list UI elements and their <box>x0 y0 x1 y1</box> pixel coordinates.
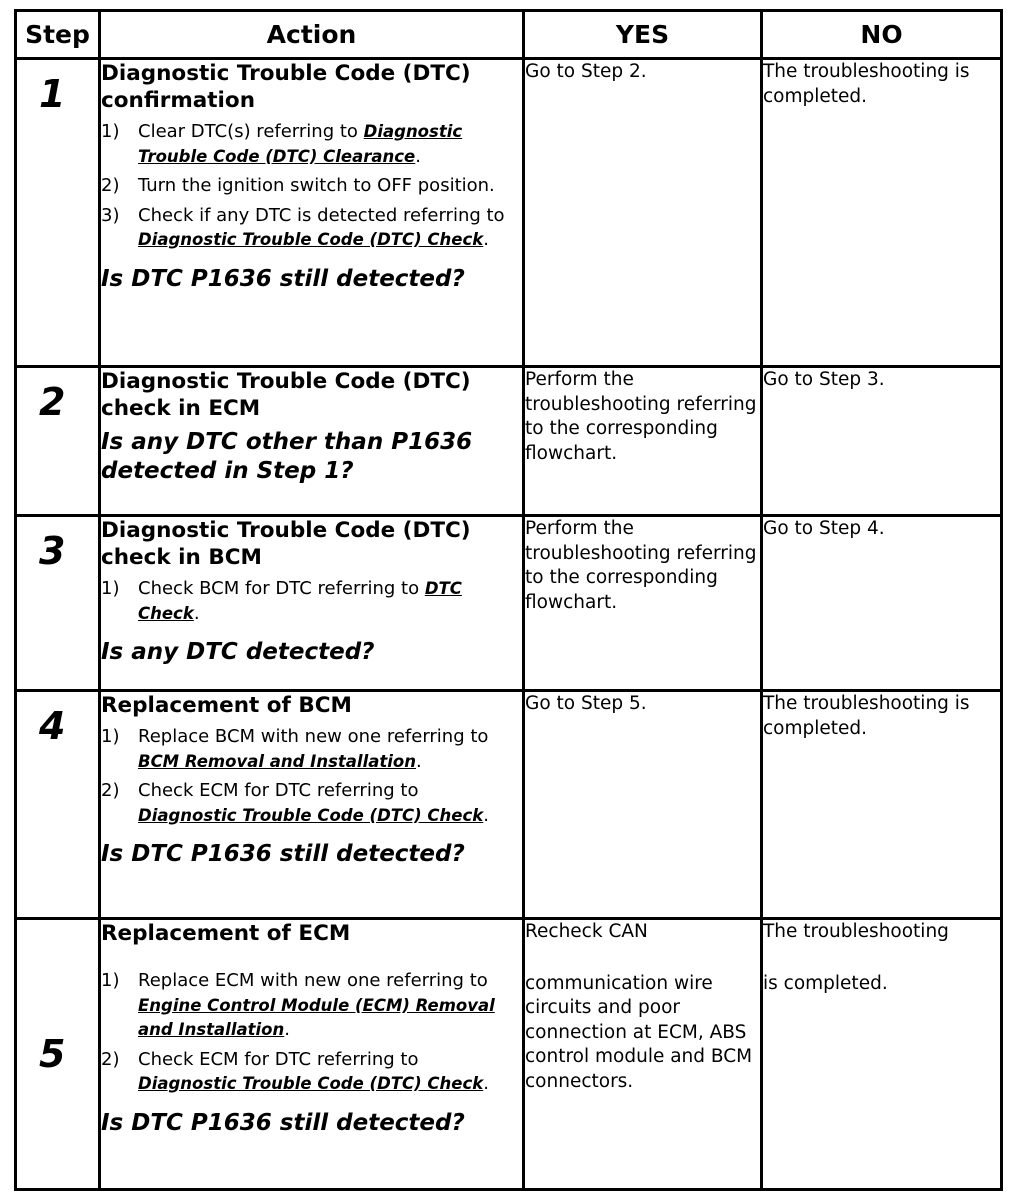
step-number: 4 <box>39 704 66 748</box>
no-cell <box>762 919 1002 1190</box>
no-cell: The troubleshooting is completed. <box>762 59 1002 367</box>
action-question: Is DTC P1636 still detected? <box>101 1109 465 1136</box>
action-item: 1) Check BCM for DTC referring to DTC Check. <box>101 578 462 624</box>
action-title: Diagnostic Trouble Code (DTC) confirmation <box>101 61 471 113</box>
no-cell: Go to Step 4. <box>762 516 1002 691</box>
action-title: Diagnostic Trouble Code (DTC) check in BCM <box>101 518 471 570</box>
link-dtc-check[interactable]: Diagnostic Trouble Code (DTC) Check <box>138 1074 484 1093</box>
action-question: Is DTC P1636 still detected? <box>101 841 465 867</box>
yes-cell: Perform the troubleshooting referring to the corresponding flowchart. <box>524 367 762 516</box>
action-item: 1) Clear DTC(s) referring to Diagnostic Trouble Code (DTC) Clearance. <box>101 121 463 167</box>
table-row <box>16 516 1002 691</box>
table-row <box>16 691 1002 919</box>
action-title: Diagnostic Trouble Code (DTC) check in ECM <box>101 369 471 421</box>
action-title: Replacement of BCM <box>101 693 352 718</box>
action-question: Is DTC P1636 still detected? <box>101 265 465 292</box>
action-item: 2) Check ECM for DTC referring to Diagnostic Trouble Code (DTC) Check. <box>101 1048 489 1094</box>
header-action: Action <box>100 11 524 59</box>
link-dtc-check[interactable]: Diagnostic Trouble Code (DTC) Check <box>138 805 484 825</box>
yes-text-first: Recheck CAN <box>525 921 648 942</box>
header-step: Step <box>16 11 100 59</box>
yes-cell: Go to Step 2. <box>524 59 762 367</box>
action-question: Is any DTC other than P1636 detected in Step 1? <box>101 429 473 484</box>
yes-cell <box>524 919 762 1190</box>
table-row <box>16 919 1002 1190</box>
action-item: 3) Check if any DTC is detected referring to Diagnostic Trouble Code (DTC) Check. <box>101 204 505 250</box>
link-bcm-removal[interactable]: BCM Removal and Installation <box>138 751 416 771</box>
step-number: 5 <box>39 1032 66 1076</box>
no-cell: Go to Step 3. <box>762 367 1002 516</box>
action-question: Is any DTC detected? <box>101 639 375 665</box>
no-text: is completed. <box>763 972 888 994</box>
header-yes: YES <box>524 11 762 59</box>
link-dtc-check[interactable]: Diagnostic Trouble Code (DTC) Check <box>138 230 484 249</box>
yes-cell: Go to Step 5. <box>524 691 762 919</box>
action-item: 1) Replace BCM with new one referring to BCM Removal and Installation. <box>101 726 489 772</box>
action-item: 2) Turn the ignition switch to OFF position. <box>101 175 495 196</box>
header-no: NO <box>762 11 1002 59</box>
yes-cell: Perform the troubleshooting referring to the corresponding flowchart. <box>524 516 762 691</box>
action-item: 2) Check ECM for DTC referring to Diagnostic Trouble Code (DTC) Check. <box>101 780 489 826</box>
step-number: 1 <box>39 72 66 116</box>
header-row <box>16 11 1002 59</box>
step-number: 3 <box>39 529 66 573</box>
link-dtc-check-bcm[interactable]: DTC Check <box>138 579 462 623</box>
link-ecm-removal[interactable]: Engine Control Module (ECM) Removal and Installation <box>138 995 495 1039</box>
table-row <box>16 59 1002 367</box>
step-number: 2 <box>39 380 66 424</box>
action-item: 1) Replace ECM with new one referring to Engine Control Module (ECM) Removal and Installation. <box>101 970 495 1040</box>
yes-text: communication wire circuits and poor connection at ECM, ABS control module and BCM connectors. <box>525 972 753 1092</box>
no-text-first: The troubleshooting <box>763 921 949 942</box>
no-cell: The troubleshooting is completed. <box>762 691 1002 919</box>
action-title: Replacement of ECM <box>101 921 351 946</box>
link-dtc-clearance[interactable]: Diagnostic Trouble Code (DTC) Clearance <box>138 122 463 166</box>
table-row <box>16 367 1002 516</box>
troubleshooting-table <box>14 9 1003 1191</box>
